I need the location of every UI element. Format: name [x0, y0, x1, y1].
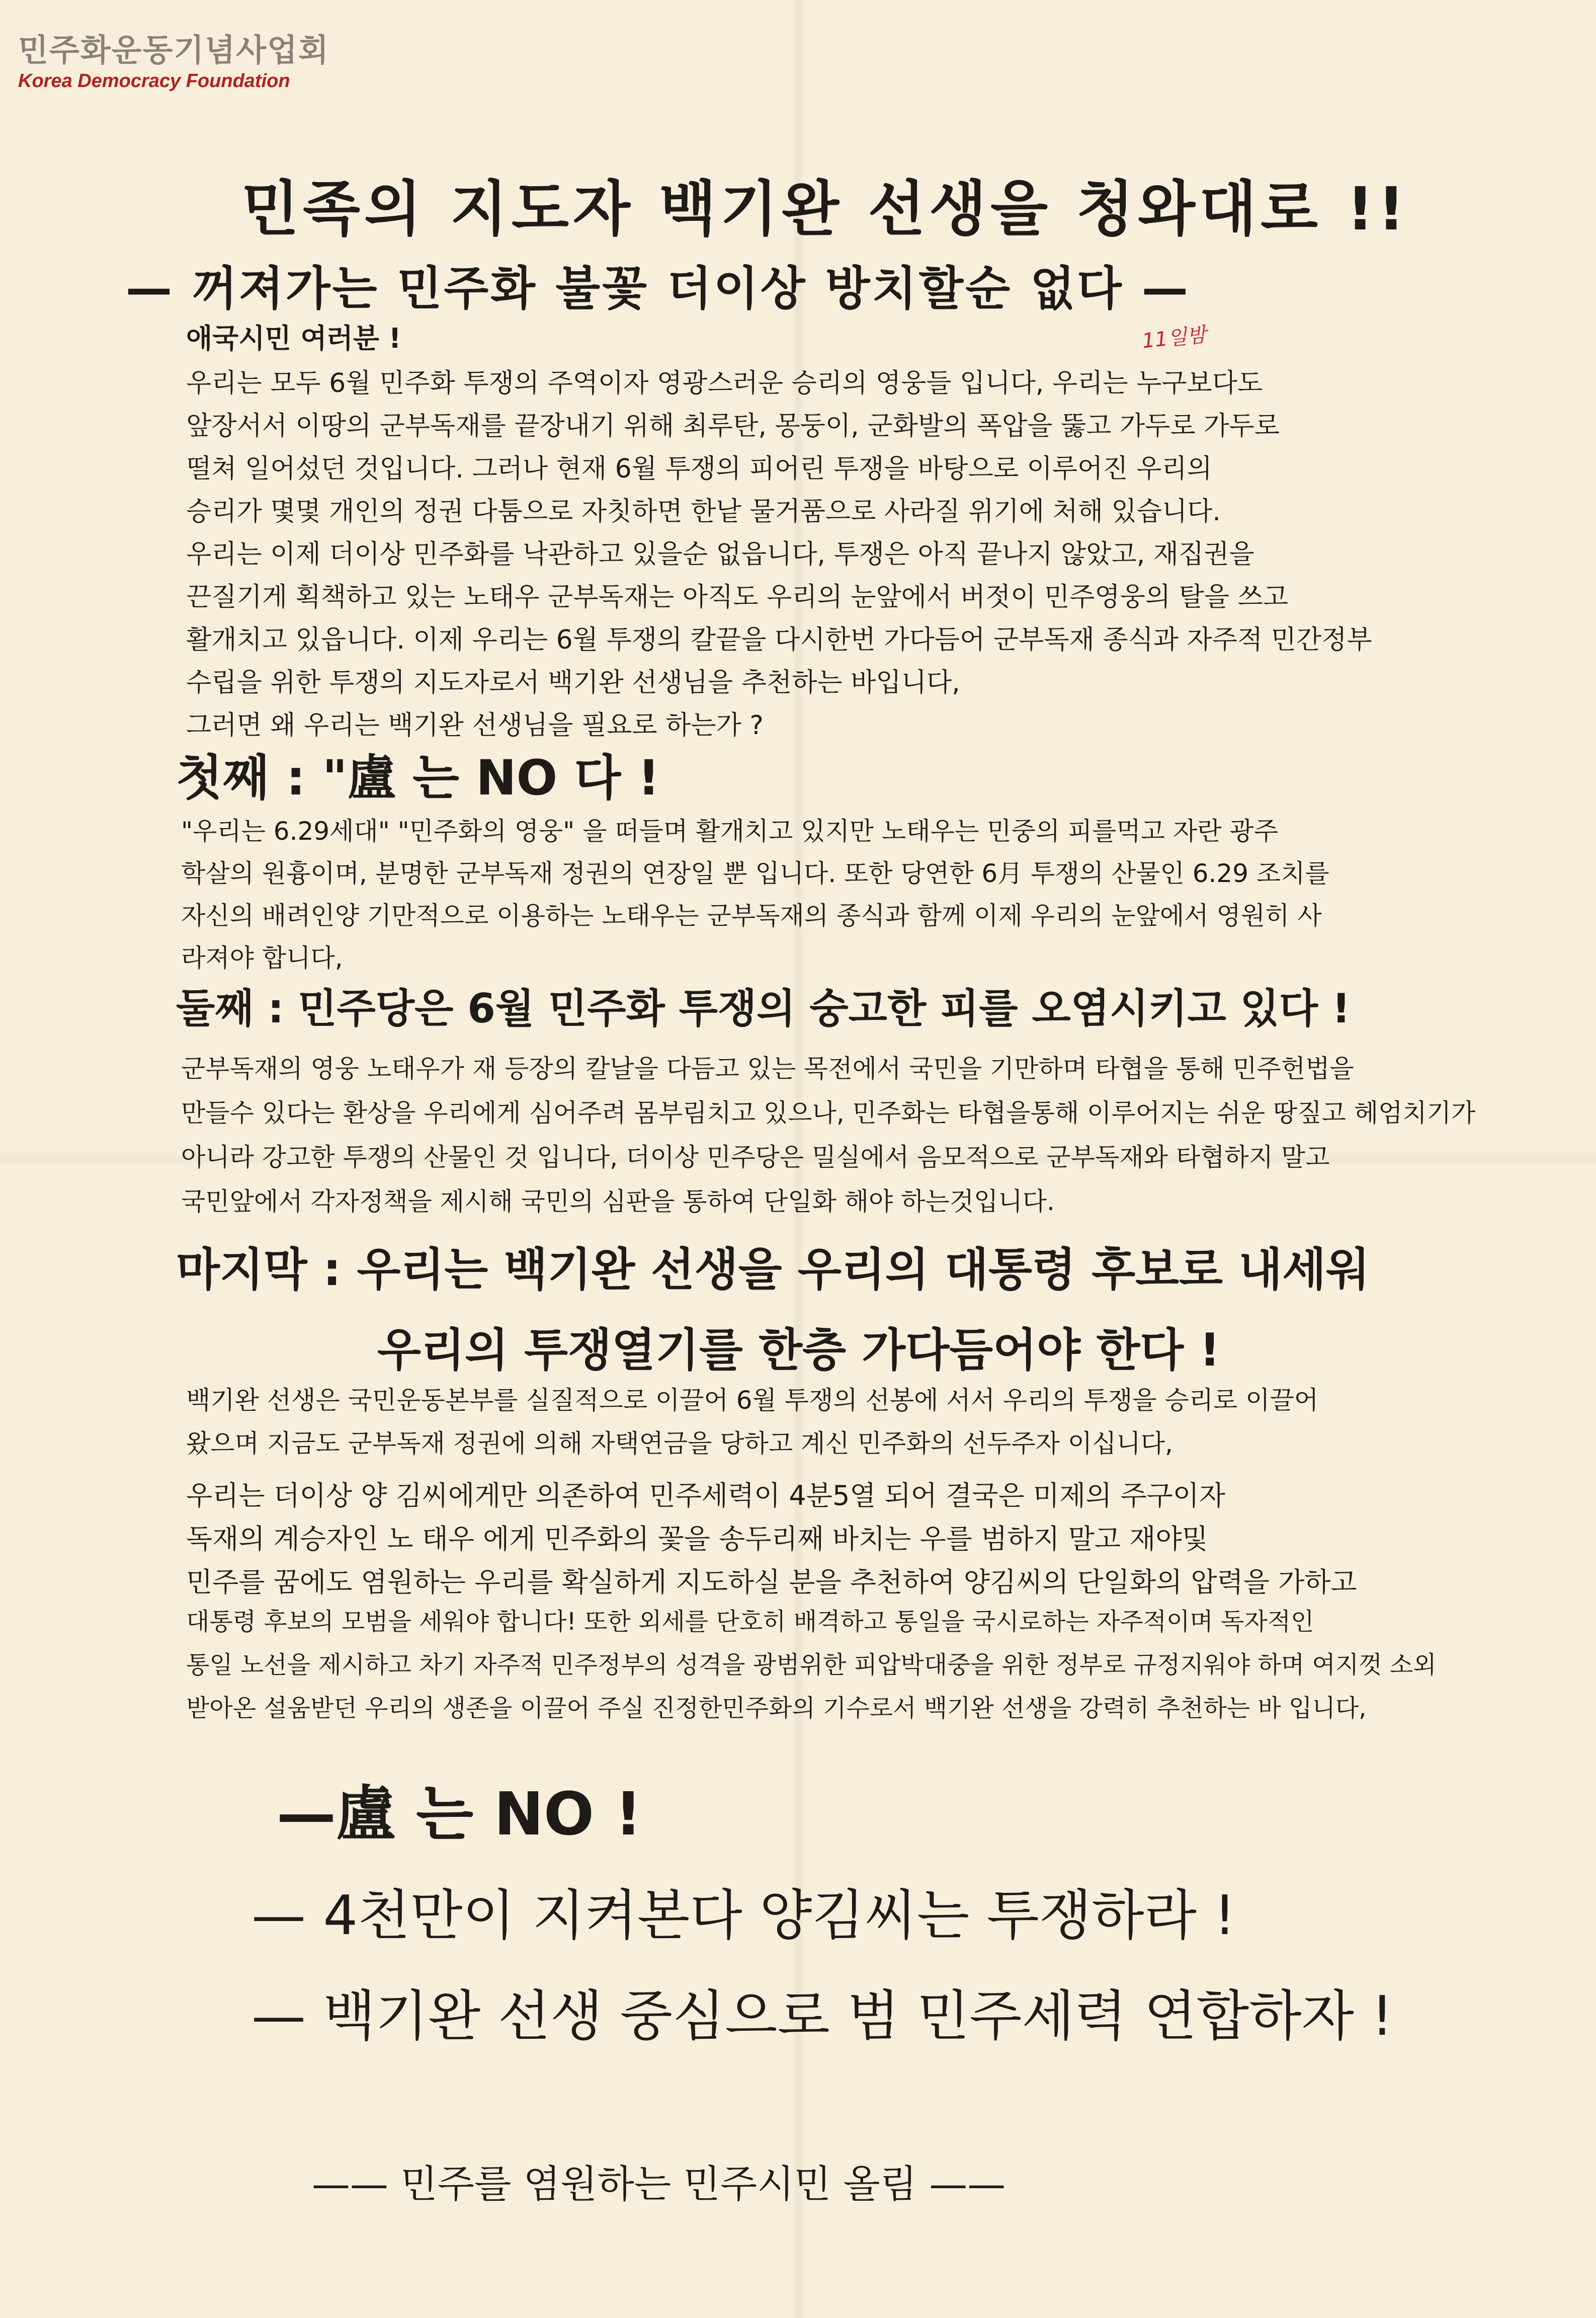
text-line: 앞장서서 이땅의 군부독재를 끝장내기 위해 최루탄, 몽둥이, 군화발의 폭압을 뚫고 가두로 가두로: [186, 411, 1280, 441]
text-line: 받아온 설움받던 우리의 생존을 이끌어 주실 진정한민주화의 기수로서 백기완 선생을 강력히 추천하는 바 입니다,: [186, 1694, 1367, 1722]
section-3-paragraph-a: [186, 1379, 1318, 1465]
org-logo-english: Korea Democracy Foundation: [18, 70, 290, 92]
text-line: 우리는 이제 더이상 민주화를 낙관하고 있을순 없읍니다, 투쟁은 아직 끝나지 않았고, 재집권을: [186, 539, 1254, 570]
text-line: 그러면 왜 우리는 백기완 선생님을 필요로 하는가 ?: [186, 710, 764, 741]
leaflet-subtitle: — 꺼져가는 민주화 불꽃 더이상 방치할순 없다 —: [126, 262, 1190, 315]
text-line: 왔으며 지금도 군부독재 정권에 의해 자택연금을 당하고 계신 민주화의 선두주자 이십니다,: [186, 1429, 1173, 1458]
signature: —— 민주를 염원하는 민주시민 올림 ——: [312, 2162, 1006, 2206]
slogan-3: — 백기완 선생 중심으로 범 민주세력 연합하자 !: [251, 1985, 1393, 2048]
text-line: 떨쳐 일어섰던 것입니다. 그러나 현재 6월 투쟁의 피어린 투쟁을 바탕으로 이루어진 우리의: [186, 454, 1212, 484]
text-line: 통일 노선을 제시하고 차기 자주적 민주정부의 성격을 광범위한 피압박대중을 위한 정부로 규정지워야 하며 여지껏 소외: [186, 1651, 1437, 1679]
margin-note: 11일밤: [1141, 323, 1208, 353]
section-1-heading: 첫째 : "盧 는 NO 다 !: [176, 750, 660, 806]
text-line: 만들수 있다는 환상을 우리에게 심어주려 몸부림치고 있으나, 민주화는 타협을통해 이루어지는 쉬운 땅짚고 헤엄치기가: [181, 1098, 1476, 1128]
section-3-heading-line-2: 우리의 투쟁열기를 한층 가다듬어야 한다 !: [377, 1324, 1220, 1377]
section-3-paragraph-c: [186, 1600, 1437, 1730]
section-3-heading: 마지막 : 우리는 백기완 선생을 우리의 대통령 후보로 내세워: [176, 1243, 1370, 1296]
text-line: 끈질기게 획책하고 있는 노태우 군부독재는 아직도 우리의 눈앞에서 버젓이 민주영웅의 탈을 쓰고: [186, 582, 1289, 612]
text-line: 국민앞에서 각자정책을 제시해 국민의 심판을 통하여 단일화 해야 하는것입니다.: [181, 1187, 1055, 1216]
text-line: 승리가 몇몇 개인의 정권 다툼으로 자칫하면 한낱 물거품으로 사라질 위기에 처해 있습니다.: [186, 497, 1221, 527]
slogan-1: —盧 는 NO !: [277, 1779, 642, 1849]
section-1-paragraph: [181, 810, 1329, 979]
text-line: 자신의 배려인양 기만적으로 이용하는 노태우는 군부독재의 종식과 함께 이제 우리의 눈앞에서 영원히 사: [181, 901, 1322, 930]
text-line: 우리는 더이상 양 김씨에게만 의존하여 민주세력이 4분5열 되어 결국은 미제의 주구이자: [186, 1480, 1226, 1511]
text-line: 학살의 원흉이며, 분명한 군부독재 정권의 연장일 뿐 입니다. 또한 당연한 6月 투쟁의 산물인 6.29 조치를: [181, 859, 1329, 888]
leaflet-title: 민족의 지도자 백기완 선생을 청와대로 !!: [241, 174, 1409, 244]
text-line: 라져야 합니다,: [181, 943, 343, 973]
text-line: 수립을 위한 투쟁의 지도자로서 백기완 선생님을 추천하는 바입니다,: [186, 668, 960, 698]
text-line: 우리는 모두 6월 민주화 투쟁의 주역이자 영광스러운 승리의 영웅들 입니다, 우리는 누구보다도: [186, 368, 1263, 398]
text-line: 민주를 꿈에도 염원하는 우리를 확실하게 지도하실 분을 추천하여 양김씨의 단일화의 압력을 가하고: [186, 1566, 1357, 1598]
text-line: 백기완 선생은 국민운동본부를 실질적으로 이끌어 6월 투쟁의 선봉에 서서 우리의 투쟁을 승리로 이끌어: [186, 1386, 1319, 1415]
org-logo-korean: 민주화운동기념사업회: [18, 32, 329, 68]
text-line: 독재의 계승자인 노 태우 에게 민주화의 꽃을 송두리째 바치는 우를 범하지 말고 재야및: [186, 1523, 1208, 1555]
salutation: 애국시민 여러분 !: [186, 323, 401, 354]
section-2-heading: 둘째 : 민주당은 6월 민주화 투쟁의 숭고한 피를 오염시키고 있다 !: [176, 985, 1351, 1032]
text-line: 활개치고 있읍니다. 이제 우리는 6월 투쟁의 칼끝을 다시한번 가다듬어 군부독재 종식과 자주적 민간정부: [186, 625, 1372, 655]
section-3-paragraph-b: [186, 1474, 1357, 1604]
section-2-paragraph: [181, 1047, 1475, 1224]
slogan-2: — 4천만이 지켜본다 양김씨는 투쟁하라 !: [251, 1884, 1236, 1947]
text-line: "우리는 6.29세대" "민주화의 영웅" 을 떠들며 활개치고 있지만 노태우는 민중의 피를먹고 자란 광주: [181, 817, 1279, 846]
text-line: 대통령 후보의 모범을 세워야 합니다! 또한 외세를 단호히 배격하고 통일을 국시로하는 자주적이며 독자적인: [186, 1608, 1314, 1636]
text-line: 군부독재의 영웅 노태우가 재 등장의 칼날을 다듬고 있는 목전에서 국민을 기만하며 타협을 통해 민주헌법을: [181, 1054, 1354, 1083]
text-line: 아니라 강고한 투쟁의 산물인 것 입니다, 더이상 민주당은 밀실에서 음모적으로 군부독재와 타협하지 말고: [181, 1143, 1330, 1172]
intro-paragraph: [186, 362, 1372, 747]
